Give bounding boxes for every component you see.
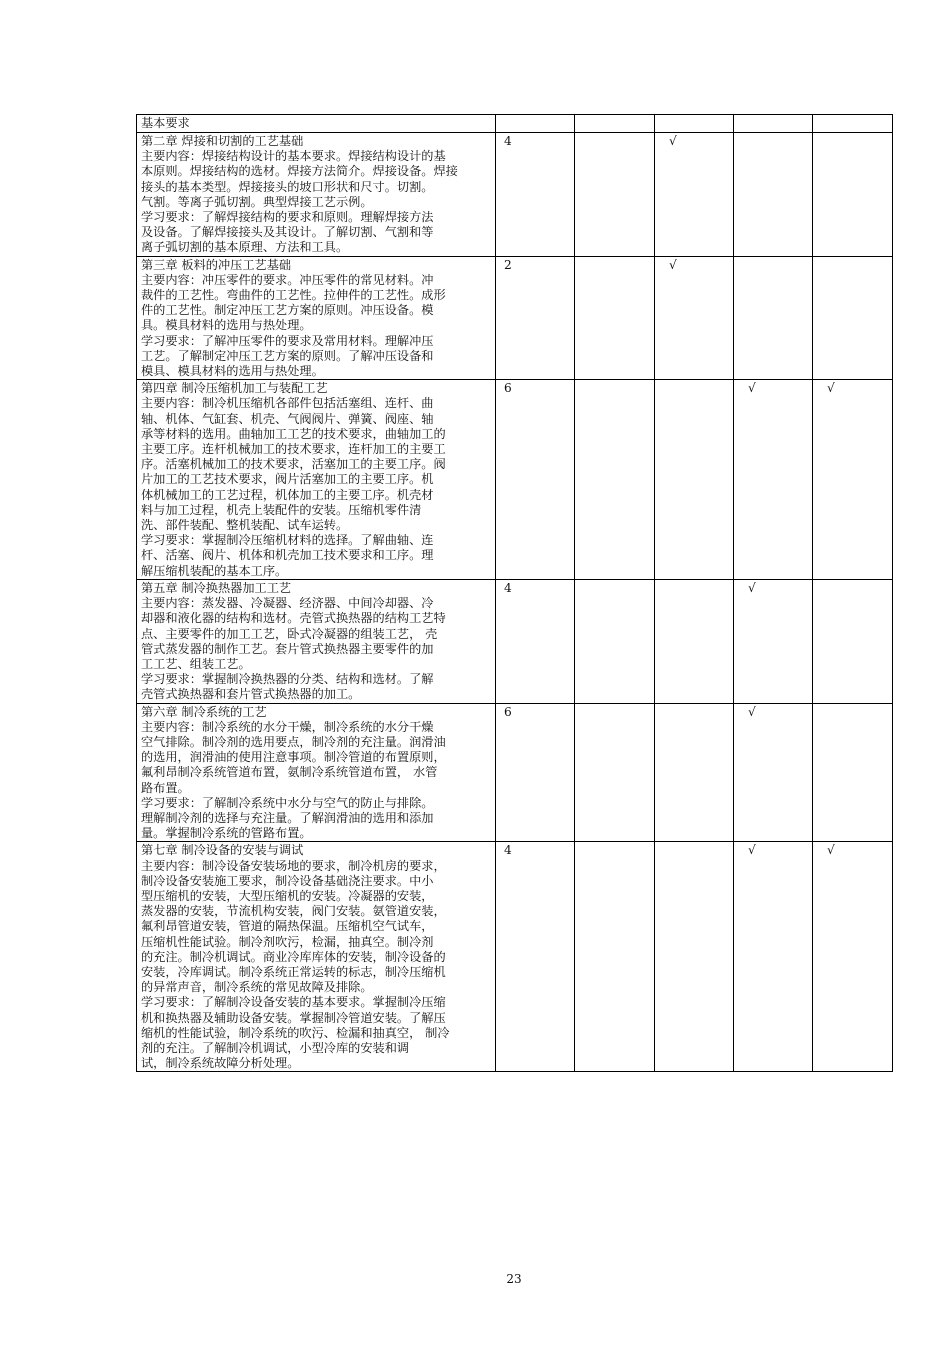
- chapter-text-line: 体机械加工的工艺过程，机体加工的主要工序。机壳材: [141, 487, 434, 502]
- chapter-title: 第三章 板料的冲压工艺基础: [141, 257, 292, 272]
- chapter-text-line: 工艺。了解制定冲压工艺方案的原则。了解冲压设备和: [141, 348, 434, 363]
- chapter-text-line: 缩机的性能试验，制冷系统的吹污、检漏和抽真空， 制冷: [141, 1025, 450, 1040]
- empty-cell: [655, 115, 734, 133]
- chapter-text-line: 路布置。: [141, 780, 190, 795]
- chapter-text-line: 氟利昂管道安装，管道的隔热保温。压缩机空气试车，: [141, 919, 434, 934]
- chapter-row: [137, 579, 893, 703]
- chapter-text-line: 型压缩机的安装，大型压缩机的安装。冷凝器的安装，: [141, 888, 434, 903]
- mark-cell: [655, 380, 734, 580]
- chapter-content-cell: [137, 842, 496, 1072]
- chapter-text-line: 主要工序。连杆机械加工的技术要求，连杆加工的主要工: [141, 442, 446, 457]
- mark-cell: [575, 703, 655, 842]
- mark-cell: √: [734, 579, 813, 703]
- chapter-row: [137, 842, 893, 1072]
- chapter-text-line: 本原则。焊接结构的选材。焊接方法简介。焊接设备。焊接: [141, 164, 458, 179]
- chapter-text-line: 主要内容：制冷机压缩机各部件包括活塞组、连杆、曲: [141, 396, 434, 411]
- empty-cell: [496, 115, 575, 133]
- chapter-text-line: 管式蒸发器的制作工艺。套片管式换热器主要零件的加: [141, 641, 434, 656]
- chapter-title: 第七章 制冷设备的安装与调试: [141, 843, 304, 858]
- empty-cell: [575, 115, 655, 133]
- chapter-text-line: 气割。等离子弧切割。典型焊接工艺示例。: [141, 194, 373, 209]
- chapter-text-line: 序。活塞机械加工的技术要求，活塞加工的主要工序。阀: [141, 457, 446, 472]
- chapter-text-line: 学习要求：了解制冷设备安装的基本要求。掌握制冷压缩: [141, 995, 446, 1010]
- chapter-text-line: 解压缩机装配的基本工序。: [141, 563, 288, 578]
- chapter-text-line: 剂的充注。了解制冷机调试，小型冷库的安装和调: [141, 1040, 410, 1055]
- mark-cell: √: [655, 256, 734, 380]
- mark-cell: √: [734, 703, 813, 842]
- chapter-text-line: 片加工的工艺技术要求，阀片活塞加工的主要工序。机: [141, 472, 434, 487]
- mark-cell: [575, 579, 655, 703]
- mark-cell: √: [734, 380, 813, 580]
- chapter-text-line: 及设备。了解焊接接头及其设计。了解切割、气割和等: [141, 225, 434, 240]
- chapter-text-line: 件的工艺性。制定冲压工艺方案的原则。冲压设备。模: [141, 303, 434, 318]
- mark-cell: [734, 256, 813, 380]
- chapter-content-cell: [137, 380, 496, 580]
- mark-cell: [655, 579, 734, 703]
- chapter-text-line: 学习要求：掌握制冷压缩机材料的选择。了解曲轴、连: [141, 533, 434, 548]
- mark-cell: √: [813, 842, 893, 1072]
- chapter-text-line: 氟利昂制冷系统管道布置，氨制冷系统管道布置， 水管: [141, 765, 438, 780]
- chapter-title: 第二章 焊接和切割的工艺基础: [141, 134, 304, 148]
- chapter-text-line: 试，制冷系统故障分析处理。: [141, 1056, 300, 1071]
- hours-cell: 4: [496, 842, 575, 1072]
- chapter-text-line: 承等材料的选用。曲轴加工工艺的技术要求，曲轴加工的: [141, 426, 446, 441]
- chapter-text-line: 轴、机体、气缸套、机壳、气阀阀片、弹簧、阀座、轴: [141, 411, 434, 426]
- chapter-text-line: 的选用，润滑油的使用注意事项。制冷管道的布置原则，: [141, 750, 446, 765]
- hours-cell: 4: [496, 579, 575, 703]
- mark-cell: [734, 133, 813, 257]
- chapter-text-line: 点、主要零件的加工工艺，卧式冷凝器的组装工艺， 壳: [141, 626, 438, 641]
- chapter-text-line: 主要内容：制冷设备安装场地的要求，制冷机房的要求，: [141, 858, 446, 873]
- chapter-row: [137, 133, 893, 257]
- chapter-row: [137, 380, 893, 580]
- chapter-content-cell: [137, 256, 496, 380]
- chapter-row: [137, 703, 893, 842]
- mark-cell: [575, 133, 655, 257]
- chapter-text-line: 学习要求：了解制冷系统中水分与空气的防止与排除。: [141, 795, 434, 810]
- chapter-text-line: 料与加工过程，机壳上装配件的安装。压缩机零件清: [141, 502, 422, 517]
- mark-cell: [655, 842, 734, 1072]
- hours-cell: 6: [496, 703, 575, 842]
- chapter-content-cell: [137, 579, 496, 703]
- mark-cell: [813, 133, 893, 257]
- chapter-text-line: 蒸发器的安装，节流机构安装，阀门安装。氨管道安装，: [141, 904, 446, 919]
- chapter-text-line: 机和换热器及辅助设备安装。掌握制冷管道安装。了解压: [141, 1010, 446, 1025]
- chapter-text-line: 却器和液化器的结构和选材。壳管式换热器的结构工艺特: [141, 611, 446, 626]
- chapter-text-line: 模具、模具材料的选用与热处理。: [141, 364, 324, 379]
- chapter-text-line: 的异常声音，制冷系统的常见故障及排除。: [141, 980, 373, 995]
- chapter-text-line: 主要内容：冲压零件的要求。冲压零件的常见材料。冲: [141, 272, 434, 287]
- chapter-text-line: 主要内容：蒸发器、冷凝器、经济器、中间冷却器、冷: [141, 596, 434, 611]
- chapter-text-line: 的充注。制冷机调试。商业冷库库体的安装，制冷设备的: [141, 949, 446, 964]
- chapter-text-line: 洗、部件装配、整机装配、试车运转。: [141, 518, 349, 533]
- chapter-title: 第五章 制冷换热器加工工艺: [141, 580, 292, 595]
- header-fragment-row: [137, 115, 893, 133]
- chapter-text-line: 安装，冷库调试。制冷系统正常运转的标志，制冷压缩机: [141, 964, 446, 979]
- mark-cell: [575, 256, 655, 380]
- chapter-title: 第四章 制冷压缩机加工与装配工艺: [141, 381, 328, 396]
- chapter-text-line: 杆、活塞、阀片、机体和机壳加工技术要求和工序。理: [141, 548, 434, 563]
- chapter-text-line: 压缩机性能试验。制冷剂吹污，检漏，抽真空。制冷剂: [141, 934, 434, 949]
- chapter-text-line: 壳管式换热器和套片管式换热器的加工。: [141, 687, 361, 702]
- mark-cell: √: [734, 842, 813, 1072]
- chapter-text-line: 量。掌握制冷系统的管路布置。: [141, 826, 312, 841]
- chapter-content-cell: [137, 703, 496, 842]
- syllabus-table: [136, 114, 893, 1072]
- chapter-title: 第六章 制冷系统的工艺: [141, 704, 267, 719]
- hours-cell: 4: [496, 133, 575, 257]
- mark-cell: [813, 579, 893, 703]
- chapter-text-line: 接头的基本类型。焊接接头的坡口形状和尺寸。切割。: [141, 179, 434, 194]
- chapter-text-line: 学习要求：了解焊接结构的要求和原则。理解焊接方法: [141, 210, 434, 225]
- chapter-row: [137, 256, 893, 380]
- chapter-text-line: 制冷设备安装施工要求，制冷设备基础浇注要求。中小: [141, 873, 434, 888]
- empty-cell: [813, 115, 893, 133]
- chapter-text-line: 工工艺、组装工艺。: [141, 656, 251, 671]
- chapter-text-line: 学习要求：掌握制冷换热器的分类、结构和选材。了解: [141, 672, 434, 687]
- chapter-text-line: 主要内容：制冷系统的水分干燥，制冷系统的水分干燥: [141, 719, 434, 734]
- hours-cell: 2: [496, 256, 575, 380]
- header-fragment-cell: 基本要求: [137, 115, 496, 133]
- chapter-text-line: 理解制冷剂的选择与充注量。了解润滑油的选用和添加: [141, 810, 434, 825]
- mark-cell: [655, 703, 734, 842]
- chapter-text-line: 具。模具材料的选用与热处理。: [141, 318, 312, 333]
- chapter-content-cell: [137, 133, 496, 257]
- chapter-text-line: 主要内容：焊接结构设计的基本要求。焊接结构设计的基: [141, 149, 446, 164]
- mark-cell: √: [655, 133, 734, 257]
- chapter-text-line: 空气排除。制冷剂的选用要点，制冷剂的充注量。润滑油: [141, 734, 446, 749]
- mark-cell: [575, 380, 655, 580]
- mark-cell: [813, 703, 893, 842]
- empty-cell: [734, 115, 813, 133]
- mark-cell: [813, 256, 893, 380]
- chapter-text-line: 离子弧切割的基本原理、方法和工具。: [141, 240, 349, 255]
- chapter-text-line: 裁件的工艺性。弯曲件的工艺性。拉伸件的工艺性。成形: [141, 288, 446, 303]
- hours-cell: 6: [496, 380, 575, 580]
- mark-cell: √: [813, 380, 893, 580]
- mark-cell: [575, 842, 655, 1072]
- chapter-text-line: 学习要求：了解冲压零件的要求及常用材料。理解冲压: [141, 333, 434, 348]
- page-number: 23: [506, 1272, 522, 1286]
